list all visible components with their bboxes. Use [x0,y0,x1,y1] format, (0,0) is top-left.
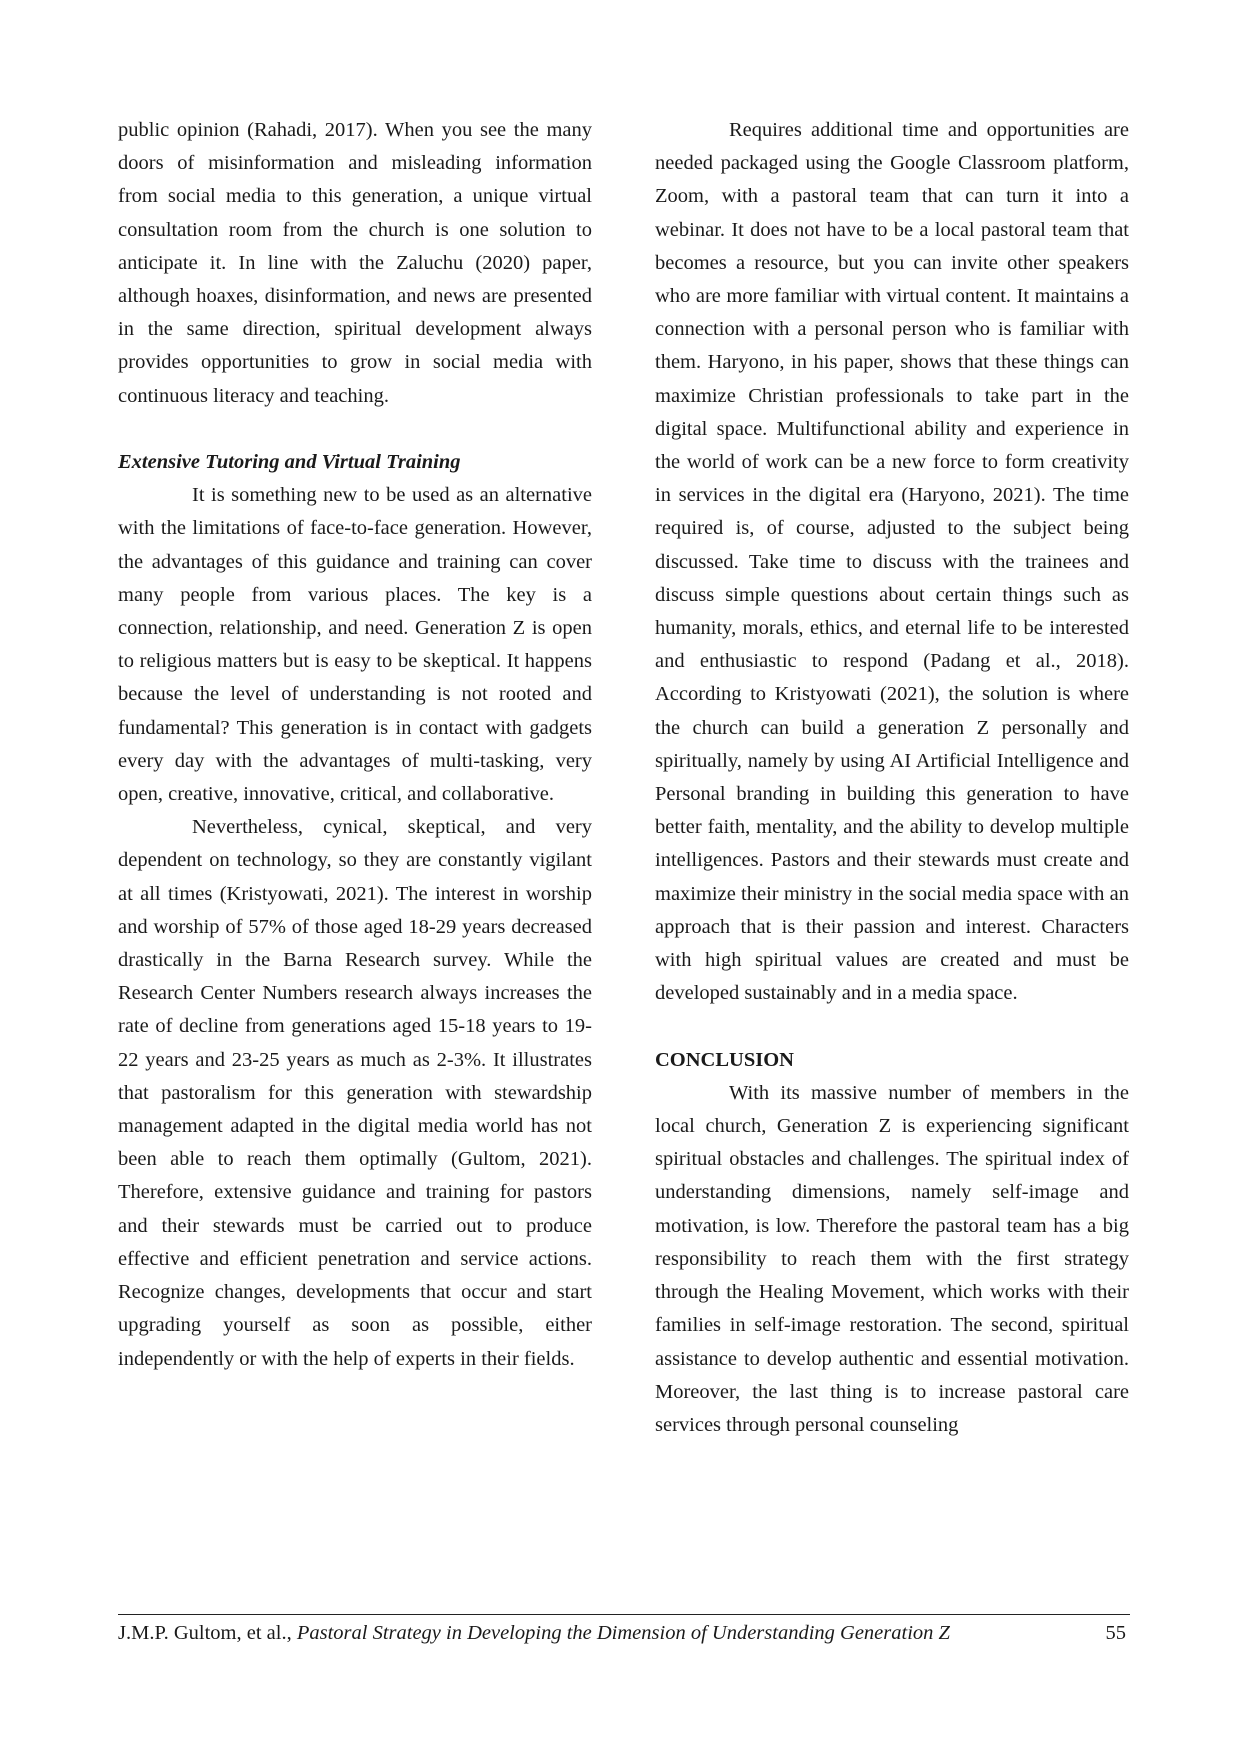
page-number: 55 [1105,1622,1126,1644]
footer-authors: J.M.P. Gultom, et al., [118,1622,292,1644]
body-paragraph: Requires additional time and opportunities are needed packaged using the Google Classroom platform, Zoom, with a pastoral team that can turn it into a webinar. It does not have to be a local pastoral team that becomes a resource, but you can invite other speakers who are more familiar with virtual content. It maintains a connection with a personal person who is familiar with them. Haryono, in his paper, shows that these things can maximize Christian professionals to take part in the digital space. Multifunctional ability and experience in the world of work can be a new force to form creativity in services in the digital era (Haryono, 2021). The time required is, of course, adjusted to the subject being discussed. Take time to discuss with the trainees and discuss simple questions about certain things such as humanity, morals, ethics, and eternal life to be interested and enthusiastic to respond (Padang et al., 2018). According to Kristyowati (2021), the solution is where the church can build a generation Z personally and spiritually, namely by using AI Artificial Intelligence and Personal branding in building this generation to have better faith, mentality, and the ability to develop multiple intelligences. Pastors and their stewards must create and maximize their ministry in the social media space with an approach that is their passion and interest. Characters with high spiritual values are created and must be developed sustainably and in a media space. [655,119,1129,1005]
section-heading-virtual-training: Extensive Tutoring and Virtual Training [118,451,461,474]
body-paragraph-continued: public opinion (Rahadi, 2017). When you see the many doors of misinformation and misleading information from social media to this generation, a unique virtual consultation room from the church is one solution to anticipate it. In line with the Zaluchu (2020) paper, although hoaxes, disinformation, and news are presented in the same direction, spiritual development always provides opportunities to grow in social media with continuous literacy and teaching. [118,119,592,407]
right-column [655,114,1129,1442]
paragraph-spacer [655,1010,1129,1043]
body-paragraph: Nevertheless, cynical, skeptical, and very dependent on technology, so they are constantly vigilant at all times (Kristyowati, 2021). The interest in worship and worship of 57% of those aged 18-29 years decreased drastically in the Barna Research survey. While the Research Center Numbers research always increases the rate of decline from generations aged 15-18 years to 19-22 years and 23-25 years as much as 2-3%. It illustrates that pastoralism for this generation with stewardship management adapted in the digital media world has not been able to reach them optimally (Gultom, 2021). Therefore, extensive guidance and training for pastors and their stewards must be carried out to produce effective and efficient penetration and service actions. Recognize changes, developments that occur and start upgrading yourself as soon as possible, either independently or with the help of experts in their fields. [118,816,592,1370]
footer-article-title: Pastoral Strategy in Developing the Dimension of Understanding Generation Z [296,1622,950,1644]
body-paragraph: It is something new to be used as an alternative with the limitations of face-to-face generation. However, the advantages of this guidance and training can cover many people from various places. The key is a connection, relationship, and need. Generation Z is open to religious matters but is easy to be skeptical. It happens because the level of understanding is not rooted and fundamental? This generation is in contact with gadgets every day with the advantages of multi-tasking, very open, creative, innovative, critical, and collaborative. [118,484,592,806]
body-paragraph: With its massive number of members in the local church, Generation Z is experiencing significant spiritual obstacles and challenges. The spiritual index of understanding dimensions, namely self-image and motivation, is low. Therefore the pastoral team has a big responsibility to reach them with the first strategy through the Healing Movement, which works with their families in self-image restoration. The second, spiritual assistance to develop authentic and essential motivation. Moreover, the last thing is to increase pastoral care services through personal counseling [655,1081,1129,1436]
running-footer [118,1619,950,1647]
page-footer [118,1614,1130,1647]
left-column [118,114,592,1376]
section-heading-conclusion: CONCLUSION [655,1048,794,1071]
paragraph-spacer [118,413,592,446]
